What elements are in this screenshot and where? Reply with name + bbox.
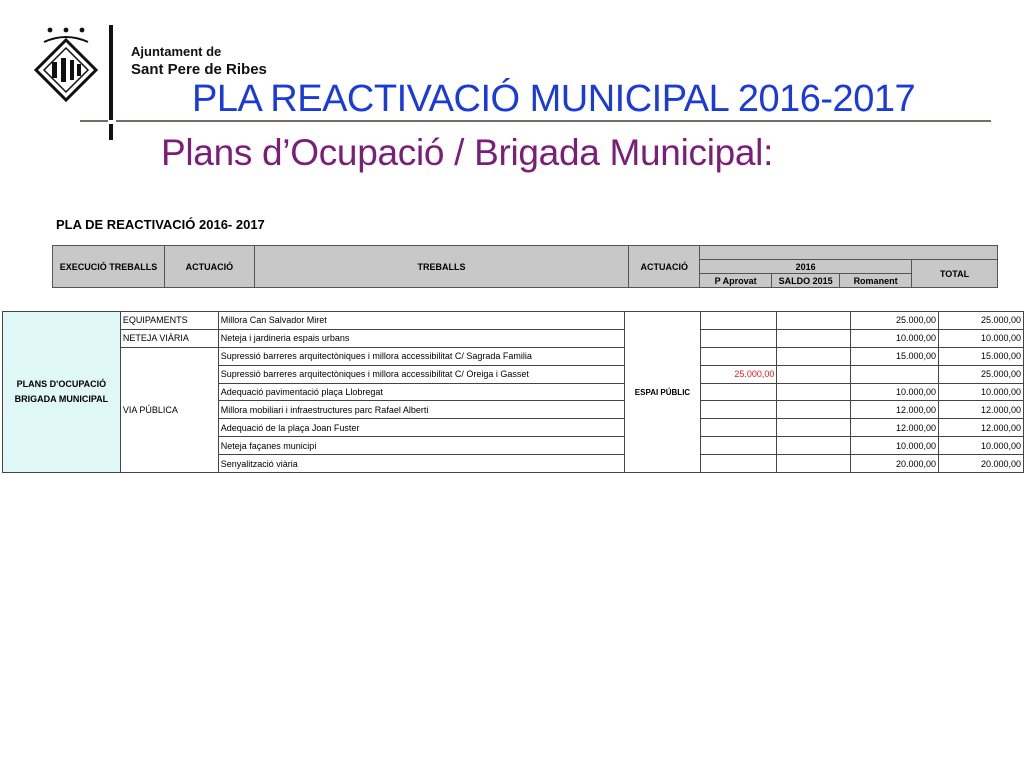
p-aprovat-cell xyxy=(701,383,777,401)
saldo-cell xyxy=(777,365,851,383)
saldo-cell xyxy=(777,329,851,347)
treball-cell: Adequació pavimentació plaça Llobregat xyxy=(218,383,624,401)
table-row xyxy=(3,347,1024,365)
subcategory-neteja: NETEJA VIÀRIA xyxy=(120,329,218,347)
total-cell: 25.000,00 xyxy=(939,312,1024,330)
treball-cell: Adequació de la plaça Joan Fuster xyxy=(218,419,624,437)
total-cell: 15.000,00 xyxy=(939,347,1024,365)
p-aprovat-cell xyxy=(701,329,777,347)
treball-cell: Millora mobiliari i infraestructures parc Rafael Alberti xyxy=(218,401,624,419)
p-aprovat-cell xyxy=(701,455,777,473)
col-year-header: 2016 xyxy=(700,260,912,274)
table-row xyxy=(3,312,1024,330)
page-title: PLA REACTIVACIÓ MUNICIPAL 2016-2017 xyxy=(192,78,916,120)
total-cell: 12.000,00 xyxy=(939,419,1024,437)
romanent-cell: 12.000,00 xyxy=(851,401,939,419)
municipal-coat-of-arms-icon xyxy=(30,20,102,120)
category-cell: PLANS D'OCUPACIÓ BRIGADA MUNICIPAL xyxy=(3,312,121,473)
col-actuacio-header: ACTUACIÓ xyxy=(164,246,254,288)
romanent-cell xyxy=(851,365,939,383)
p-aprovat-cell xyxy=(701,437,777,455)
col-romanent-header: Romanent xyxy=(840,274,912,288)
total-cell: 20.000,00 xyxy=(939,455,1024,473)
treball-cell: Millora Can Salvador Miret xyxy=(218,312,624,330)
total-cell: 25.000,00 xyxy=(939,365,1024,383)
saldo-cell xyxy=(777,312,851,330)
col-actuacio2-header: ACTUACIÓ xyxy=(629,246,700,288)
total-cell: 12.000,00 xyxy=(939,401,1024,419)
col-saldo-header: SALDO 2015 xyxy=(772,274,840,288)
treball-cell: Neteja i jardineria espais urbans xyxy=(218,329,624,347)
table-row xyxy=(3,329,1024,347)
page-subtitle: Plans d’Ocupació / Brigada Municipal: xyxy=(161,132,774,173)
sheet-title: PLA DE REACTIVACIÓ 2016- 2017 xyxy=(56,217,265,232)
col-execucio-header: EXECUCIÓ TREBALLS xyxy=(53,246,165,288)
p-aprovat-cell xyxy=(701,419,777,437)
treball-cell: Neteja façanes municipi xyxy=(218,437,624,455)
p-aprovat-cell xyxy=(701,401,777,419)
data-table xyxy=(2,311,1024,473)
romanent-cell: 12.000,00 xyxy=(851,419,939,437)
subcategory-equipaments: EQUIPAMENTS xyxy=(120,312,218,330)
org-name-line2: Sant Pere de Ribes xyxy=(131,61,267,78)
col-total-header: TOTAL xyxy=(912,260,998,288)
total-cell: 10.000,00 xyxy=(939,383,1024,401)
p-aprovat-cell xyxy=(701,312,777,330)
saldo-cell xyxy=(777,347,851,365)
saldo-cell xyxy=(777,383,851,401)
romanent-cell: 25.000,00 xyxy=(851,312,939,330)
org-name-line1: Ajuntament de xyxy=(131,44,222,59)
romanent-cell: 10.000,00 xyxy=(851,383,939,401)
header-blank xyxy=(700,246,998,260)
subcategory-via-publica: VIA PÚBLICA xyxy=(120,347,218,472)
total-cell: 10.000,00 xyxy=(939,329,1024,347)
header-table xyxy=(52,245,998,288)
p-aprovat-cell xyxy=(701,347,777,365)
romanent-cell: 20.000,00 xyxy=(851,455,939,473)
romanent-cell: 10.000,00 xyxy=(851,329,939,347)
p-aprovat-cell: 25.000,00 xyxy=(701,365,777,383)
treball-cell: Supressió barreres arquitectòniques i millora accessibilitat C/ Oreiga i Gasset xyxy=(218,365,624,383)
treball-cell: Supressió barreres arquitectòniques i millora accessibilitat C/ Sagrada Familia xyxy=(218,347,624,365)
saldo-cell xyxy=(777,437,851,455)
romanent-cell: 15.000,00 xyxy=(851,347,939,365)
saldo-cell xyxy=(777,419,851,437)
col-treballs-header: TREBALLS xyxy=(254,246,628,288)
header-rule-left xyxy=(80,120,108,122)
total-cell: 10.000,00 xyxy=(939,437,1024,455)
col-p-aprovat-header: P Aprovat xyxy=(700,274,772,288)
saldo-cell xyxy=(777,455,851,473)
saldo-cell xyxy=(777,401,851,419)
actuacio-cell: ESPAI PÚBLIC xyxy=(624,312,701,473)
divider-bar xyxy=(109,25,113,120)
divider-bar-small xyxy=(109,124,113,140)
romanent-cell: 10.000,00 xyxy=(851,437,939,455)
treball-cell: Senyalització viària xyxy=(218,455,624,473)
